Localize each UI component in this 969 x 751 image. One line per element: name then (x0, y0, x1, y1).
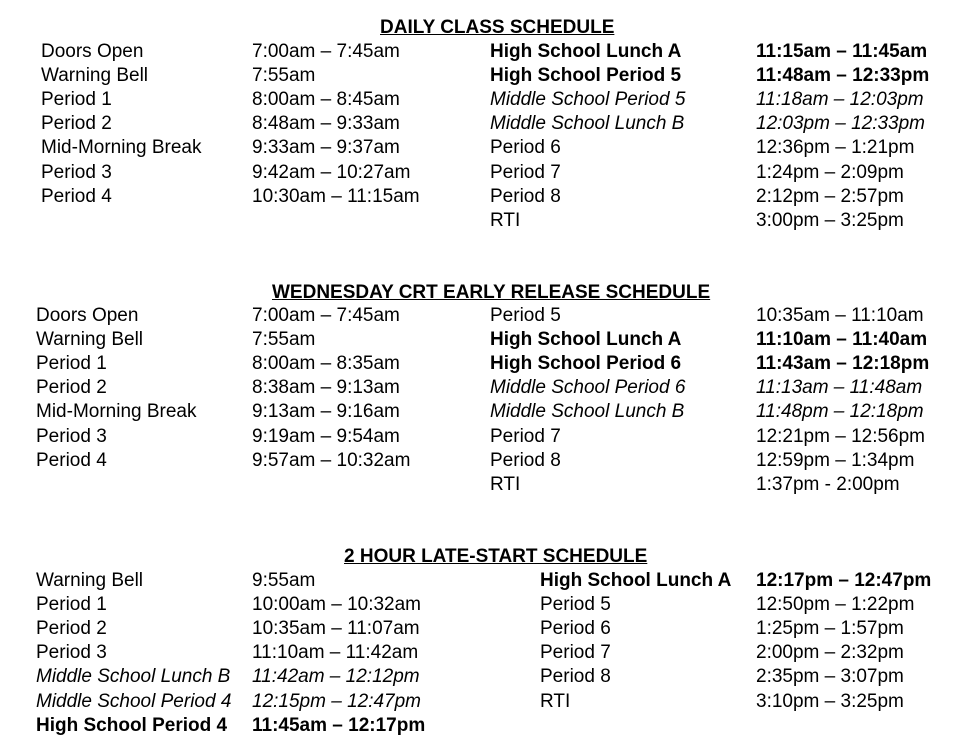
section-title: WEDNESDAY CRT EARLY RELEASE SCHEDULE (272, 282, 711, 303)
period-name: High School Period 6 (490, 353, 682, 374)
period-name: Period 3 (36, 426, 107, 447)
period-name: RTI (540, 691, 571, 712)
period-name: Middle School Period 5 (490, 89, 686, 110)
period-name: Middle School Lunch B (490, 113, 685, 134)
period-name: Period 5 (490, 305, 561, 326)
period-name: Period 2 (41, 113, 112, 134)
period-time: 7:55am (252, 65, 316, 86)
period-time: 2:12pm – 2:57pm (756, 186, 904, 207)
period-name: RTI (490, 474, 521, 495)
period-name: Period 4 (41, 186, 112, 207)
period-name: Middle School Period 4 (36, 691, 232, 712)
period-name: High School Lunch A (490, 41, 682, 62)
period-time: 7:55am (252, 329, 316, 350)
period-time: 1:25pm – 1:57pm (756, 618, 904, 639)
period-name: High School Period 5 (490, 65, 682, 86)
period-time: 9:55am (252, 570, 316, 591)
period-time: 2:35pm – 3:07pm (756, 666, 904, 687)
period-time: 2:00pm – 2:32pm (756, 642, 904, 663)
period-time: 7:00am – 7:45am (252, 305, 400, 326)
period-name: High School Lunch A (540, 570, 732, 591)
period-name: RTI (490, 210, 521, 231)
period-name: Period 7 (490, 162, 561, 183)
period-name: Period 6 (490, 137, 561, 158)
period-time: 8:00am – 8:45am (252, 89, 400, 110)
period-time: 10:35am – 11:10am (756, 305, 924, 326)
section-title: 2 HOUR LATE-START SCHEDULE (344, 546, 648, 567)
period-time: 11:45am – 12:17pm (252, 715, 426, 736)
period-time: 9:13am – 9:16am (252, 401, 400, 422)
period-name: Period 8 (490, 450, 561, 471)
period-time: 11:48am – 12:33pm (756, 65, 930, 86)
period-time: 11:13am – 11:48am (756, 377, 923, 398)
period-name: High School Period 4 (36, 715, 228, 736)
period-time: 9:19am – 9:54am (252, 426, 400, 447)
period-time: 11:10am – 11:40am (756, 329, 928, 350)
period-time: 9:33am – 9:37am (252, 137, 400, 158)
period-time: 3:10pm – 3:25pm (756, 691, 904, 712)
period-name: Mid-Morning Break (41, 137, 202, 158)
period-name: Doors Open (36, 305, 139, 326)
period-time: 12:03pm – 12:33pm (756, 113, 926, 134)
period-time: 9:42am – 10:27am (252, 162, 411, 183)
period-time: 12:21pm – 12:56pm (756, 426, 926, 447)
period-time: 11:15am – 11:45am (756, 41, 928, 62)
period-time: 10:00am – 10:32am (252, 594, 422, 615)
period-time: 12:36pm – 1:21pm (756, 137, 915, 158)
period-time: 10:35am – 11:07am (252, 618, 420, 639)
section-title: DAILY CLASS SCHEDULE (380, 17, 615, 38)
period-name: Warning Bell (41, 65, 149, 86)
period-time: 12:59pm – 1:34pm (756, 450, 915, 471)
period-time: 11:18am – 12:03pm (756, 89, 924, 110)
period-name: Middle School Period 6 (490, 377, 686, 398)
period-time: 10:30am – 11:15am (252, 186, 420, 207)
period-time: 12:15pm – 12:47pm (252, 691, 422, 712)
period-name: Period 8 (540, 666, 611, 687)
period-time: 3:00pm – 3:25pm (756, 210, 904, 231)
period-name: Doors Open (41, 41, 144, 62)
period-name: Period 5 (540, 594, 611, 615)
period-name: Period 1 (36, 353, 107, 374)
period-name: Middle School Lunch B (36, 666, 231, 687)
period-name: Middle School Lunch B (490, 401, 685, 422)
period-name: Period 4 (36, 450, 107, 471)
period-time: 12:50pm – 1:22pm (756, 594, 915, 615)
period-name: Period 1 (41, 89, 112, 110)
period-name: Mid-Morning Break (36, 401, 197, 422)
period-name: Warning Bell (36, 570, 144, 591)
period-time: 7:00am – 7:45am (252, 41, 400, 62)
period-time: 8:38am – 9:13am (252, 377, 400, 398)
period-name: Period 7 (540, 642, 611, 663)
period-time: 8:00am – 8:35am (252, 353, 400, 374)
period-name: Period 8 (490, 186, 561, 207)
period-time: 11:43am – 12:18pm (756, 353, 930, 374)
period-time: 11:42am – 12:12pm (252, 666, 420, 687)
period-name: High School Lunch A (490, 329, 682, 350)
period-time: 12:17pm – 12:47pm (756, 570, 932, 591)
period-name: Period 3 (36, 642, 107, 663)
period-name: Period 6 (540, 618, 611, 639)
period-time: 1:24pm – 2:09pm (756, 162, 904, 183)
period-name: Period 2 (36, 618, 107, 639)
period-time: 8:48am – 9:33am (252, 113, 400, 134)
period-time: 11:10am – 11:42am (252, 642, 419, 663)
period-name: Period 1 (36, 594, 107, 615)
period-time: 1:37pm - 2:00pm (756, 474, 900, 495)
period-time: 9:57am – 10:32am (252, 450, 411, 471)
period-name: Period 2 (36, 377, 107, 398)
period-time: 11:48pm – 12:18pm (756, 401, 924, 422)
period-name: Period 7 (490, 426, 561, 447)
period-name: Period 3 (41, 162, 112, 183)
period-name: Warning Bell (36, 329, 144, 350)
